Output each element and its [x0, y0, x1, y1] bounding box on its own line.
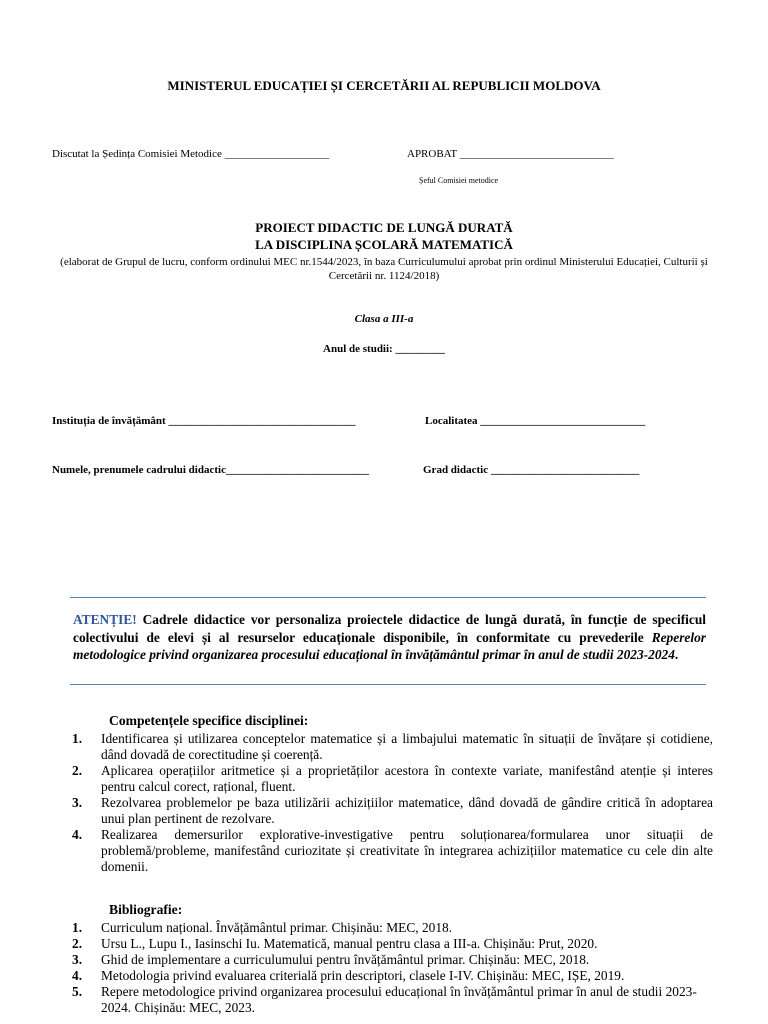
- list-item-text: Metodologia privind evaluarea criterială prin descriptori, clasele I-IV. Chișinău: MEC, IȘE, 2019.: [101, 968, 625, 983]
- list-item-number: 3.: [72, 952, 83, 967]
- degree-label: Grad didactic: [423, 464, 489, 476]
- approved-line: [407, 148, 614, 160]
- locality-blank: ______________________________: [480, 415, 646, 427]
- institution-line: [52, 415, 355, 427]
- institution-label: Instituția de învățământ: [52, 415, 166, 427]
- list-item-text: Curriculum național. Învățământul primar. Chișinău: MEC, 2018.: [101, 920, 453, 935]
- approved-blank: ____________________________: [459, 148, 614, 160]
- bibliography-list: [72, 920, 713, 1016]
- list-item: [72, 936, 713, 952]
- study-year-label: Anul de studii:: [323, 343, 393, 355]
- list-item-text: Ursu L., Lupu I., Iasinschi Iu. Matematică, manual pentru clasa a III-a. Chișinău: Prut, 2020.: [101, 936, 598, 951]
- competences-list: [72, 731, 713, 875]
- class-label: Clasa a III-a: [354, 313, 414, 325]
- list-item-number: 1.: [72, 731, 83, 746]
- list-item-text: Aplicarea operațiilor aritmetice și a proprietăților acestora în contexte variate, manifestând atenție și interes pentru calcul corect, rațional, fluent.: [101, 763, 713, 794]
- approved-label: APROBAT: [407, 148, 457, 160]
- study-year-blank: _________: [395, 343, 445, 355]
- study-year-line: [0, 343, 768, 355]
- competences-title: Competențele specifice disciplinei:: [109, 713, 309, 728]
- list-item-number: 3.: [72, 795, 83, 810]
- degree-line: [423, 464, 639, 476]
- list-item: [72, 984, 713, 1016]
- notice-italic-text: Reperelor metodologice privind organizarea procesului educațional în învățământul primar în anul de studii 2023-2024: [73, 629, 706, 662]
- list-item-number: 2.: [72, 936, 83, 951]
- discussed-label: Discutat la Ședința Comisiei Metodice: [52, 148, 222, 160]
- list-item: [72, 827, 713, 875]
- list-item-number: 4.: [72, 827, 83, 842]
- notice-bottom-rule: [70, 684, 706, 685]
- list-item-text: Realizarea demersurilor explorative-investigative pentru soluționarea/formularea unor situații de problemă/probleme, manifestând curiozitate și creativitate în integrarea achizițiilor matematice cu cele din alte domenii.: [101, 827, 713, 874]
- list-item: [72, 731, 713, 763]
- list-item-number: 1.: [72, 920, 83, 935]
- teacher-line: [52, 464, 369, 476]
- list-item-text: Identificarea și utilizarea conceptelor matematice și a limbajului matematic în situații de învățare și cotidiene, dând dovadă de corectitudine și coerență.: [101, 731, 713, 762]
- teacher-blank: __________________________: [225, 464, 369, 476]
- attention-notice: [73, 611, 706, 664]
- list-item: [72, 968, 713, 984]
- list-item: [72, 920, 713, 936]
- document-title-line2: LA DISCIPLINA ȘCOLARĂ MATEMATICĂ: [255, 237, 513, 252]
- teacher-label: Numele, prenumele cadrului didactic: [52, 464, 226, 476]
- list-item: [72, 952, 713, 968]
- discussed-line: [52, 148, 329, 160]
- degree-blank: ___________________________: [490, 464, 640, 476]
- institution-blank: __________________________________: [168, 415, 356, 427]
- locality-line: [425, 415, 645, 427]
- list-item: [72, 795, 713, 827]
- document-title-line1: PROIECT DIDACTIC DE LUNGĂ DURATĂ: [255, 220, 513, 235]
- notice-text-end: .: [674, 647, 679, 662]
- notice-text: Cadrele didactice vor personaliza proiectele didactice de lungă durată, în funcție de specificul colectivului de elevi și al resurselor educaționale disponibile, în conformitate cu prevederile: [73, 612, 706, 645]
- notice-top-rule: [70, 597, 706, 598]
- list-item-text: Ghid de implementare a curriculumului pentru învățământul primar. Chișinău: MEC, 2018.: [101, 952, 590, 967]
- list-item-text: Repere metodologice privind organizarea procesului educațional în învățământul primar în anul de studii 2023-2024. Chișinău: MEC, 2023.: [101, 984, 697, 1015]
- list-item-number: 2.: [72, 763, 83, 778]
- elaboration-note: (elaborat de Grupul de lucru, conform ordinului MEC nr.1544/2023, în baza Curriculumului aprobat prin ordinul Ministerului Educației, Culturii și Cercetării nr. 1124/2018): [60, 256, 708, 282]
- locality-label: Localitatea: [425, 415, 478, 427]
- discussed-blank: ___________________: [224, 148, 330, 160]
- attention-label: ATENȚIE!: [73, 612, 137, 627]
- approved-subtitle: Șeful Comisiei metodice: [419, 176, 499, 185]
- ministry-heading: MINISTERUL EDUCAȚIEI ȘI CERCETĂRII AL REPUBLICII MOLDOVA: [167, 78, 601, 93]
- list-item-number: 5.: [72, 984, 83, 999]
- list-item-text: Rezolvarea problemelor pe baza utilizării achizițiilor matematice, dând dovadă de gândire critică în adoptarea unui plan pertinent de rezolvare.: [101, 795, 713, 826]
- bibliography-title: Bibliografie:: [109, 902, 183, 917]
- list-item-number: 4.: [72, 968, 83, 983]
- list-item: [72, 763, 713, 795]
